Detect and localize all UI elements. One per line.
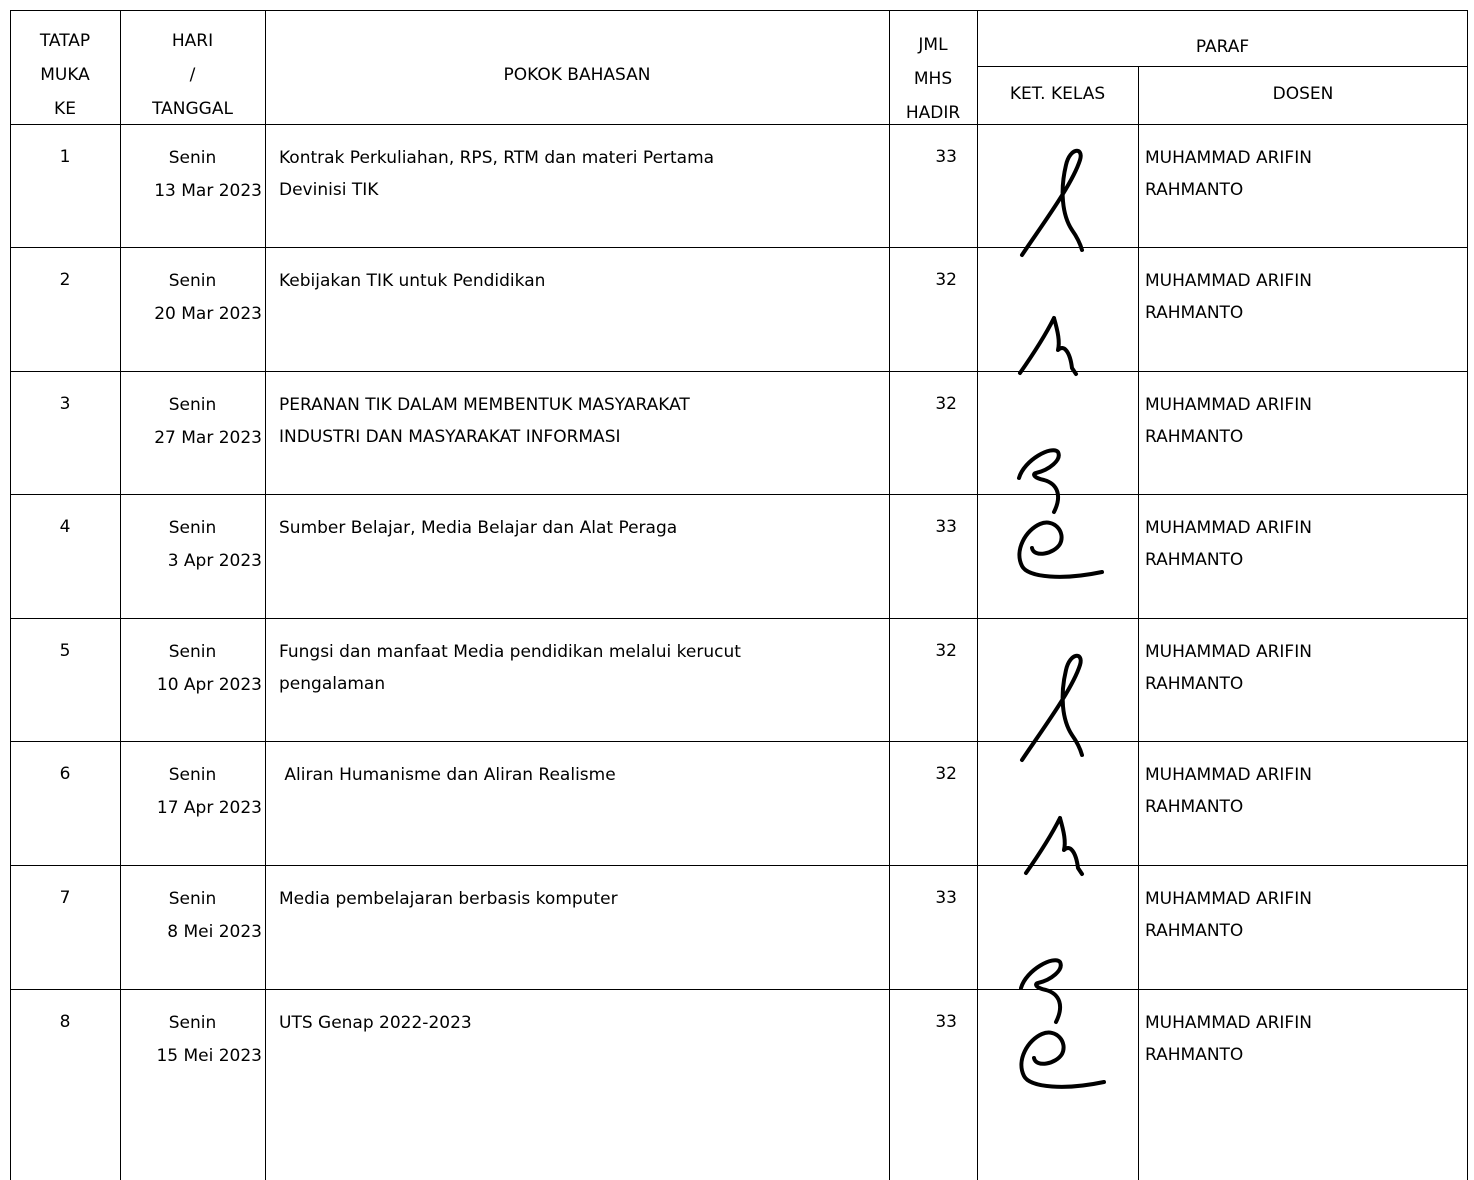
row-lecturer-line2: RAHMANTO — [1145, 550, 1244, 570]
row-lecturer-line1: MUHAMMAD ARIFIN — [1145, 518, 1312, 538]
row-topic-line1: Media pembelajaran berbasis komputer — [279, 889, 618, 909]
row-divider — [10, 989, 1468, 990]
signature-mark — [1022, 656, 1082, 760]
paraf-subheader-line — [977, 66, 1468, 67]
row-attendance: 32 — [935, 394, 957, 414]
col-divider — [265, 10, 266, 1180]
header-pokok-bahasan: POKOK BAHASAN — [503, 65, 651, 85]
row-day: Senin — [168, 765, 217, 785]
row-number: 3 — [59, 394, 71, 414]
row-date: 10 Apr 2023 — [156, 675, 262, 695]
row-lecturer-line1: MUHAMMAD ARIFIN — [1145, 395, 1312, 415]
row-number: 5 — [59, 641, 71, 661]
row-topic-line1: PERANAN TIK DALAM MEMBENTUK MASYARAKAT — [279, 395, 690, 415]
border-top — [10, 10, 1468, 11]
header-tatap-1: TATAP — [39, 31, 91, 51]
row-lecturer-line1: MUHAMMAD ARIFIN — [1145, 765, 1312, 785]
col-divider — [977, 10, 978, 1180]
row-date: 13 Mar 2023 — [154, 181, 262, 201]
row-attendance: 33 — [935, 888, 957, 908]
row-topic-line2: INDUSTRI DAN MASYARAKAT INFORMASI — [279, 427, 621, 447]
row-lecturer-line1: MUHAMMAD ARIFIN — [1145, 271, 1312, 291]
header-dosen: DOSEN — [1272, 84, 1334, 104]
header-bottom-line — [10, 124, 1468, 125]
col-divider — [889, 10, 890, 1180]
row-topic-line1: Sumber Belajar, Media Belajar dan Alat Peraga — [279, 518, 678, 538]
col-divider — [10, 10, 11, 1180]
row-lecturer-line2: RAHMANTO — [1145, 921, 1244, 941]
row-topic-line2: Devinisi TIK — [279, 180, 379, 200]
row-day: Senin — [168, 1013, 217, 1033]
header-hari-3: TANGGAL — [152, 99, 233, 119]
row-day: Senin — [168, 271, 217, 291]
row-lecturer-line2: RAHMANTO — [1145, 303, 1244, 323]
row-lecturer-line1: MUHAMMAD ARIFIN — [1145, 889, 1312, 909]
row-attendance: 33 — [935, 517, 957, 537]
row-number: 4 — [59, 517, 71, 537]
row-lecturer-line2: RAHMANTO — [1145, 797, 1244, 817]
col-divider — [1138, 66, 1139, 1180]
row-lecturer-line2: RAHMANTO — [1145, 180, 1244, 200]
row-day: Senin — [168, 518, 217, 538]
row-divider — [10, 371, 1468, 372]
row-attendance: 33 — [935, 1012, 957, 1032]
row-day: Senin — [168, 889, 217, 909]
header-tatap-3: KE — [54, 99, 76, 119]
row-attendance: 32 — [935, 764, 957, 784]
row-lecturer-line2: RAHMANTO — [1145, 1045, 1244, 1065]
row-topic-line2: pengalaman — [279, 674, 386, 694]
row-topic-line1: Kebijakan TIK untuk Pendidikan — [279, 271, 546, 291]
row-number: 6 — [59, 764, 71, 784]
signature-mark — [1021, 960, 1104, 1087]
row-divider — [10, 494, 1468, 495]
row-topic-line1: UTS Genap 2022-2023 — [279, 1013, 472, 1033]
row-divider — [10, 741, 1468, 742]
header-paraf: PARAF — [1195, 37, 1250, 57]
signature-mark — [1019, 450, 1102, 577]
row-number: 8 — [59, 1012, 71, 1032]
row-day: Senin — [168, 395, 217, 415]
header-jml-1: JML — [918, 35, 948, 55]
row-divider — [10, 865, 1468, 866]
row-lecturer-line2: RAHMANTO — [1145, 427, 1244, 447]
row-number: 7 — [59, 888, 71, 908]
row-attendance: 32 — [935, 641, 957, 661]
header-jml-2: MHS — [913, 69, 953, 89]
row-topic-line1: Kontrak Perkuliahan, RPS, RTM dan materi Pertama — [279, 148, 715, 168]
row-day: Senin — [168, 148, 217, 168]
header-jml-3: HADIR — [905, 103, 961, 123]
row-divider — [10, 618, 1468, 619]
row-topic-line1: Fungsi dan manfaat Media pendidikan melalui kerucut — [279, 642, 741, 662]
header-hari-2: / — [189, 65, 196, 85]
row-attendance: 32 — [935, 270, 957, 290]
row-lecturer-line1: MUHAMMAD ARIFIN — [1145, 642, 1312, 662]
row-topic-line1: Aliran Humanisme dan Aliran Realisme — [279, 765, 616, 785]
row-date: 17 Apr 2023 — [156, 798, 262, 818]
row-day: Senin — [168, 642, 217, 662]
row-date: 20 Mar 2023 — [154, 304, 262, 324]
header-tatap-2: MUKA — [40, 65, 90, 85]
row-attendance: 33 — [935, 147, 957, 167]
row-number: 2 — [59, 270, 71, 290]
row-lecturer-line1: MUHAMMAD ARIFIN — [1145, 1013, 1312, 1033]
col-divider — [1467, 10, 1468, 1180]
row-date: 3 Apr 2023 — [167, 551, 262, 571]
header-hari-1: HARI — [171, 31, 214, 51]
row-number: 1 — [59, 147, 71, 167]
header-ket-kelas: KET. KELAS — [1009, 84, 1106, 104]
row-divider — [10, 247, 1468, 248]
row-date: 8 Mei 2023 — [167, 922, 262, 942]
signature-mark — [1020, 318, 1076, 374]
row-lecturer-line1: MUHAMMAD ARIFIN — [1145, 148, 1312, 168]
row-lecturer-line2: RAHMANTO — [1145, 674, 1244, 694]
row-date: 15 Mei 2023 — [156, 1046, 262, 1066]
signature-mark — [1022, 151, 1082, 255]
row-date: 27 Mar 2023 — [154, 428, 262, 448]
